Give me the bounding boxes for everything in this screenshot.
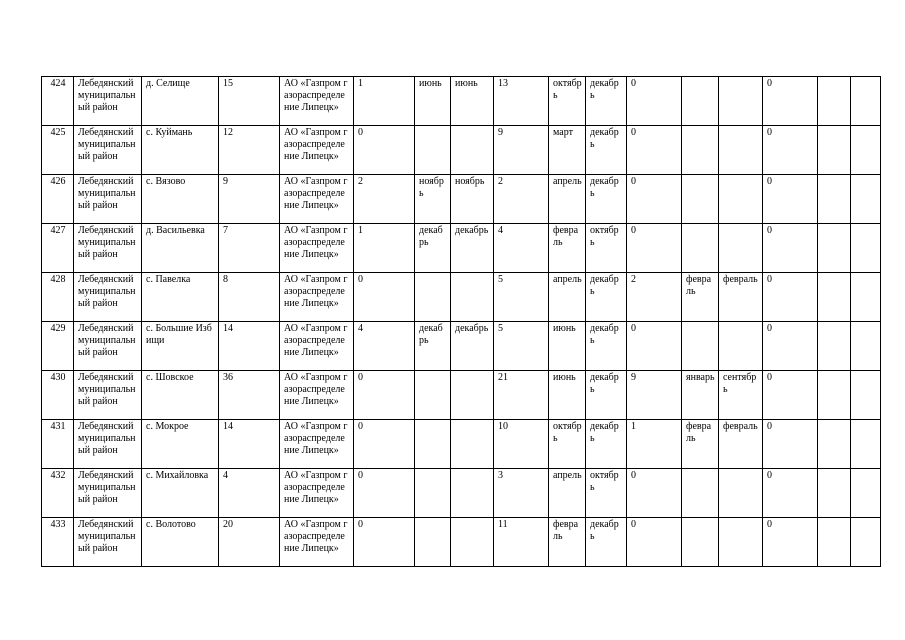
count-1-cell: 0 xyxy=(354,371,415,420)
organization-cell: АО «Газпром газораспределение Липецк» xyxy=(280,175,354,224)
month-2-cell xyxy=(451,469,494,518)
households-count-cell: 14 xyxy=(219,322,280,371)
count-3-cell: 1 xyxy=(627,420,682,469)
table-row xyxy=(42,273,881,322)
empty-cell-2 xyxy=(851,469,881,518)
table-row xyxy=(42,224,881,273)
count-1-cell: 2 xyxy=(354,175,415,224)
district-cell: Лебедянский муниципальный район xyxy=(74,273,142,322)
count-3-cell: 0 xyxy=(627,77,682,126)
row-number-cell: 428 xyxy=(42,273,74,322)
count-4-cell: 0 xyxy=(763,175,818,224)
households-count-cell: 12 xyxy=(219,126,280,175)
month-5-cell: февраль xyxy=(682,420,719,469)
count-1-cell: 0 xyxy=(354,518,415,567)
count-3-cell: 0 xyxy=(627,126,682,175)
count-3-cell: 0 xyxy=(627,518,682,567)
month-2-cell: декабрь xyxy=(451,322,494,371)
month-5-cell xyxy=(682,322,719,371)
month-4-cell: декабрь xyxy=(586,273,627,322)
count-4-cell: 0 xyxy=(763,469,818,518)
settlement-cell: с. Михайловка xyxy=(142,469,219,518)
month-3-cell: апрель xyxy=(549,273,586,322)
count-2-cell: 13 xyxy=(494,77,549,126)
count-2-cell: 5 xyxy=(494,273,549,322)
organization-cell: АО «Газпром газораспределение Липецк» xyxy=(280,420,354,469)
table-row xyxy=(42,469,881,518)
households-count-cell: 15 xyxy=(219,77,280,126)
count-4-cell: 0 xyxy=(763,420,818,469)
month-1-cell xyxy=(415,469,451,518)
month-1-cell xyxy=(415,371,451,420)
month-3-cell: апрель xyxy=(549,175,586,224)
count-2-cell: 11 xyxy=(494,518,549,567)
district-cell: Лебедянский муниципальный район xyxy=(74,224,142,273)
count-2-cell: 9 xyxy=(494,126,549,175)
count-1-cell: 0 xyxy=(354,420,415,469)
month-3-cell: февраль xyxy=(549,224,586,273)
count-4-cell: 0 xyxy=(763,224,818,273)
month-5-cell xyxy=(682,224,719,273)
month-6-cell xyxy=(719,518,763,567)
month-6-cell xyxy=(719,469,763,518)
month-4-cell: октябрь xyxy=(586,224,627,273)
empty-cell-1 xyxy=(818,175,851,224)
district-cell: Лебедянский муниципальный район xyxy=(74,175,142,224)
empty-cell-2 xyxy=(851,77,881,126)
count-3-cell: 0 xyxy=(627,469,682,518)
district-cell: Лебедянский муниципальный район xyxy=(74,126,142,175)
month-5-cell xyxy=(682,469,719,518)
empty-cell-2 xyxy=(851,175,881,224)
settlement-cell: с. Волотово xyxy=(142,518,219,567)
organization-cell: АО «Газпром газораспределение Липецк» xyxy=(280,469,354,518)
district-cell: Лебедянский муниципальный район xyxy=(74,420,142,469)
month-6-cell xyxy=(719,224,763,273)
settlement-cell: с. Вязово xyxy=(142,175,219,224)
district-cell: Лебедянский муниципальный район xyxy=(74,469,142,518)
empty-cell-2 xyxy=(851,126,881,175)
count-4-cell: 0 xyxy=(763,518,818,567)
empty-cell-2 xyxy=(851,518,881,567)
row-number-cell: 432 xyxy=(42,469,74,518)
month-4-cell: декабрь xyxy=(586,518,627,567)
month-4-cell: октябрь xyxy=(586,469,627,518)
empty-cell-1 xyxy=(818,322,851,371)
organization-cell: АО «Газпром газораспределение Липецк» xyxy=(280,273,354,322)
month-5-cell: февраль xyxy=(682,273,719,322)
row-number-cell: 431 xyxy=(42,420,74,469)
district-cell: Лебедянский муниципальный район xyxy=(74,77,142,126)
count-4-cell: 0 xyxy=(763,273,818,322)
count-2-cell: 2 xyxy=(494,175,549,224)
month-5-cell xyxy=(682,77,719,126)
row-number-cell: 426 xyxy=(42,175,74,224)
month-6-cell xyxy=(719,126,763,175)
count-2-cell: 3 xyxy=(494,469,549,518)
empty-cell-2 xyxy=(851,371,881,420)
settlement-cell: с. Шовское xyxy=(142,371,219,420)
gasification-table xyxy=(41,76,881,567)
count-1-cell: 0 xyxy=(354,126,415,175)
table-row xyxy=(42,77,881,126)
month-1-cell xyxy=(415,420,451,469)
month-2-cell xyxy=(451,126,494,175)
month-1-cell xyxy=(415,126,451,175)
row-number-cell: 425 xyxy=(42,126,74,175)
count-2-cell: 5 xyxy=(494,322,549,371)
organization-cell: АО «Газпром газораспределение Липецк» xyxy=(280,77,354,126)
month-3-cell: июнь xyxy=(549,322,586,371)
count-1-cell: 1 xyxy=(354,77,415,126)
month-3-cell: апрель xyxy=(549,469,586,518)
count-1-cell: 0 xyxy=(354,273,415,322)
table-row xyxy=(42,420,881,469)
district-cell: Лебедянский муниципальный район xyxy=(74,518,142,567)
empty-cell-1 xyxy=(818,126,851,175)
empty-cell-2 xyxy=(851,273,881,322)
settlement-cell: с. Большие Избищи xyxy=(142,322,219,371)
empty-cell-1 xyxy=(818,469,851,518)
table-body xyxy=(42,77,881,567)
count-4-cell: 0 xyxy=(763,77,818,126)
month-2-cell xyxy=(451,518,494,567)
table-row xyxy=(42,518,881,567)
organization-cell: АО «Газпром газораспределение Липецк» xyxy=(280,518,354,567)
row-number-cell: 433 xyxy=(42,518,74,567)
month-6-cell: февраль xyxy=(719,273,763,322)
count-2-cell: 10 xyxy=(494,420,549,469)
month-4-cell: декабрь xyxy=(586,77,627,126)
month-6-cell xyxy=(719,77,763,126)
month-2-cell xyxy=(451,273,494,322)
empty-cell-1 xyxy=(818,371,851,420)
month-3-cell: февраль xyxy=(549,518,586,567)
count-2-cell: 21 xyxy=(494,371,549,420)
organization-cell: АО «Газпром газораспределение Липецк» xyxy=(280,371,354,420)
empty-cell-1 xyxy=(818,273,851,322)
month-2-cell xyxy=(451,420,494,469)
month-3-cell: октябрь xyxy=(549,77,586,126)
month-5-cell xyxy=(682,518,719,567)
table-row xyxy=(42,175,881,224)
count-4-cell: 0 xyxy=(763,126,818,175)
settlement-cell: с. Мокрое xyxy=(142,420,219,469)
month-4-cell: декабрь xyxy=(586,322,627,371)
row-number-cell: 427 xyxy=(42,224,74,273)
month-4-cell: декабрь xyxy=(586,175,627,224)
settlement-cell: с. Павелка xyxy=(142,273,219,322)
settlement-cell: д. Васильевка xyxy=(142,224,219,273)
households-count-cell: 20 xyxy=(219,518,280,567)
month-3-cell: июнь xyxy=(549,371,586,420)
count-1-cell: 1 xyxy=(354,224,415,273)
month-2-cell: декабрь xyxy=(451,224,494,273)
empty-cell-2 xyxy=(851,420,881,469)
table-row xyxy=(42,371,881,420)
households-count-cell: 9 xyxy=(219,175,280,224)
count-2-cell: 4 xyxy=(494,224,549,273)
count-3-cell: 2 xyxy=(627,273,682,322)
count-1-cell: 4 xyxy=(354,322,415,371)
month-3-cell: март xyxy=(549,126,586,175)
month-1-cell: декабрь xyxy=(415,224,451,273)
month-3-cell: октябрь xyxy=(549,420,586,469)
month-2-cell: июнь xyxy=(451,77,494,126)
settlement-cell: д. Селище xyxy=(142,77,219,126)
month-5-cell xyxy=(682,175,719,224)
count-4-cell: 0 xyxy=(763,371,818,420)
households-count-cell: 4 xyxy=(219,469,280,518)
month-1-cell: июнь xyxy=(415,77,451,126)
households-count-cell: 8 xyxy=(219,273,280,322)
households-count-cell: 7 xyxy=(219,224,280,273)
empty-cell-1 xyxy=(818,518,851,567)
empty-cell-1 xyxy=(818,420,851,469)
month-5-cell xyxy=(682,126,719,175)
count-3-cell: 9 xyxy=(627,371,682,420)
count-3-cell: 0 xyxy=(627,175,682,224)
count-3-cell: 0 xyxy=(627,322,682,371)
empty-cell-1 xyxy=(818,77,851,126)
month-4-cell: декабрь xyxy=(586,126,627,175)
month-5-cell: январь xyxy=(682,371,719,420)
month-6-cell: февраль xyxy=(719,420,763,469)
month-6-cell xyxy=(719,175,763,224)
table-row xyxy=(42,126,881,175)
month-2-cell xyxy=(451,371,494,420)
count-1-cell: 0 xyxy=(354,469,415,518)
month-1-cell: ноябрь xyxy=(415,175,451,224)
households-count-cell: 14 xyxy=(219,420,280,469)
settlement-cell: с. Куймань xyxy=(142,126,219,175)
organization-cell: АО «Газпром газораспределение Липецк» xyxy=(280,126,354,175)
empty-cell-2 xyxy=(851,322,881,371)
month-2-cell: ноябрь xyxy=(451,175,494,224)
count-4-cell: 0 xyxy=(763,322,818,371)
month-4-cell: декабрь xyxy=(586,420,627,469)
month-1-cell xyxy=(415,273,451,322)
month-6-cell xyxy=(719,322,763,371)
organization-cell: АО «Газпром газораспределение Липецк» xyxy=(280,224,354,273)
table-row xyxy=(42,322,881,371)
district-cell: Лебедянский муниципальный район xyxy=(74,371,142,420)
month-1-cell: декабрь xyxy=(415,322,451,371)
month-4-cell: декабрь xyxy=(586,371,627,420)
row-number-cell: 430 xyxy=(42,371,74,420)
organization-cell: АО «Газпром газораспределение Липецк» xyxy=(280,322,354,371)
month-1-cell xyxy=(415,518,451,567)
empty-cell-1 xyxy=(818,224,851,273)
count-3-cell: 0 xyxy=(627,224,682,273)
row-number-cell: 424 xyxy=(42,77,74,126)
row-number-cell: 429 xyxy=(42,322,74,371)
district-cell: Лебедянский муниципальный район xyxy=(74,322,142,371)
households-count-cell: 36 xyxy=(219,371,280,420)
empty-cell-2 xyxy=(851,224,881,273)
month-6-cell: сентябрь xyxy=(719,371,763,420)
